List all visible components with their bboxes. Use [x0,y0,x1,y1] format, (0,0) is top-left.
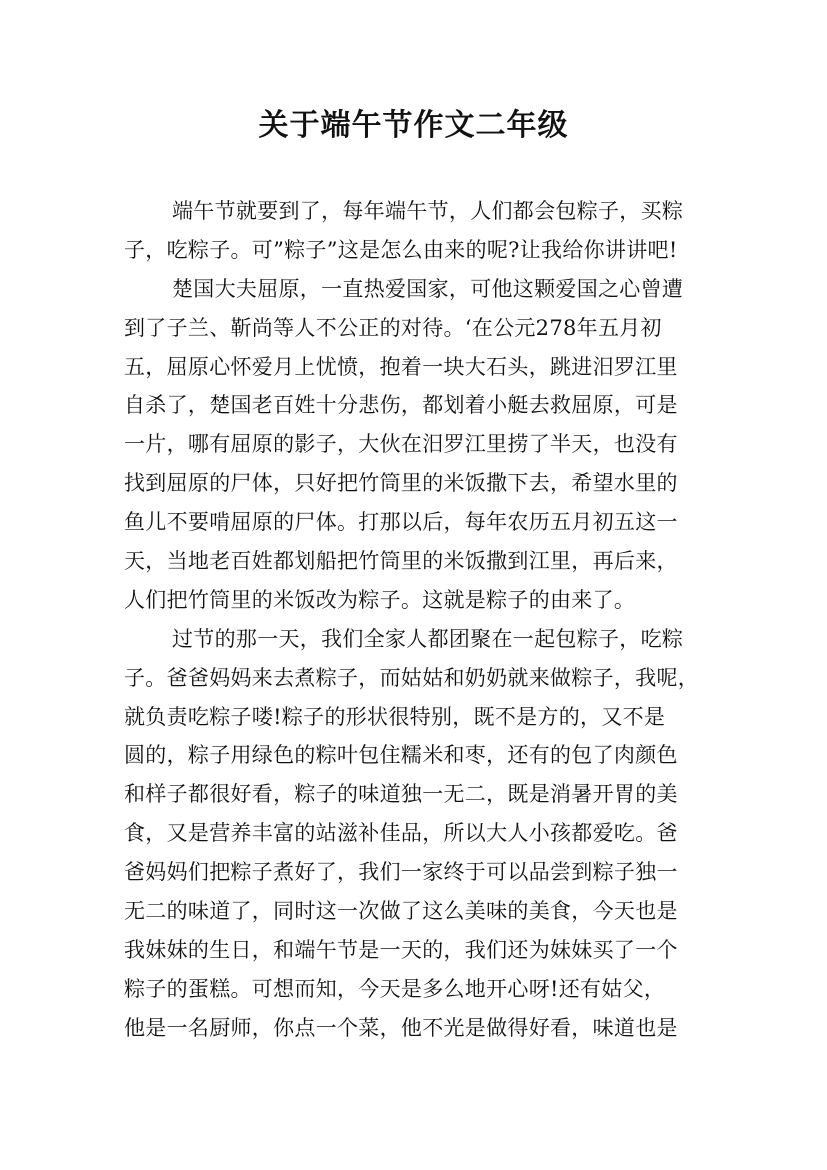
body-text-line: 五，屈原心怀爱月上忧愤，抱着一块大石头，跳进汨罗江里 [124,354,678,379]
body-text-line: 无二的味道了，同时这一次做了这么美味的美食，今天也是 [124,899,678,924]
body-text-line: 楚国大夫屈原，一直热爱国家，可他这颗爱国之心曾遭 [172,276,684,301]
document-title: 关于端午节作文二年级 [258,108,569,143]
body-text-line: 和样子都很好看，粽子的味道独一无二，既是消暑开胃的美 [124,782,678,807]
body-text-line: 就负责吃粽子喽!粽子的形状很特别，既不是方的，又不是 [124,704,666,729]
body-text-line: 子，吃粽子。可”粽子”这是怎么由来的呢?让我给你讲讲吧! [124,237,678,262]
body-text-line: 鱼儿不要啃屈原的尸体。打那以后，每年农历五月初五这一 [124,510,678,535]
body-text-line: 天，当地老百姓都划船把竹筒里的米饭撒到江里，再后来， [124,549,678,574]
body-text-line: 过节的那一天，我们全家人都团聚在一起包粽子，吃粽 [172,626,684,651]
body-text-line: 找到屈原的尸体，只好把竹筒里的米饭撒下去，希望水里的 [124,471,678,496]
body-text-line: 自杀了，楚国老百姓十分悲伤，都划着小艇去救屈原，可是 [124,393,678,418]
body-text-line: 他是一名厨师，你点一个菜，他不光是做得好看，味道也是 [124,1015,678,1040]
body-text-line: 子。爸爸妈妈来去煮粽子，而姑姑和奶奶就来做粽子，我呢， [124,665,700,690]
body-text-line: 一片，哪有屈原的影子，大伙在汨罗江里捞了半天，也没有 [124,432,678,457]
body-text-line: 到了子兰、靳尚等人不公正的对待。‘在公元278年五月初 [124,315,662,340]
body-text-line: 人们把竹筒里的米饭改为粽子。这就是粽子的由来了。 [124,587,636,612]
body-text-line: 食，又是营养丰富的站滋补佳品，所以大人小孩都爱吃。爸 [124,821,678,846]
body-text-line: 我妹妹的生日，和端午节是一天的，我们还为妹妹买了一个 [124,937,678,962]
body-text-line: 爸妈妈们把粽子煮好了，我们一家终于可以品尝到粽子独一 [124,860,678,885]
body-text-line: 圆的，粽子用绿色的粽叶包住糯米和枣，还有的包了肉颜色 [124,743,678,768]
document-body [124,192,714,1048]
body-text-line: 端午节就要到了，每年端午节，人们都会包粽子，买粽 [172,199,684,223]
body-text-line: 粽子的蛋糕。可想而知，今天是多么地开心呀!还有姑父， [124,976,666,1001]
